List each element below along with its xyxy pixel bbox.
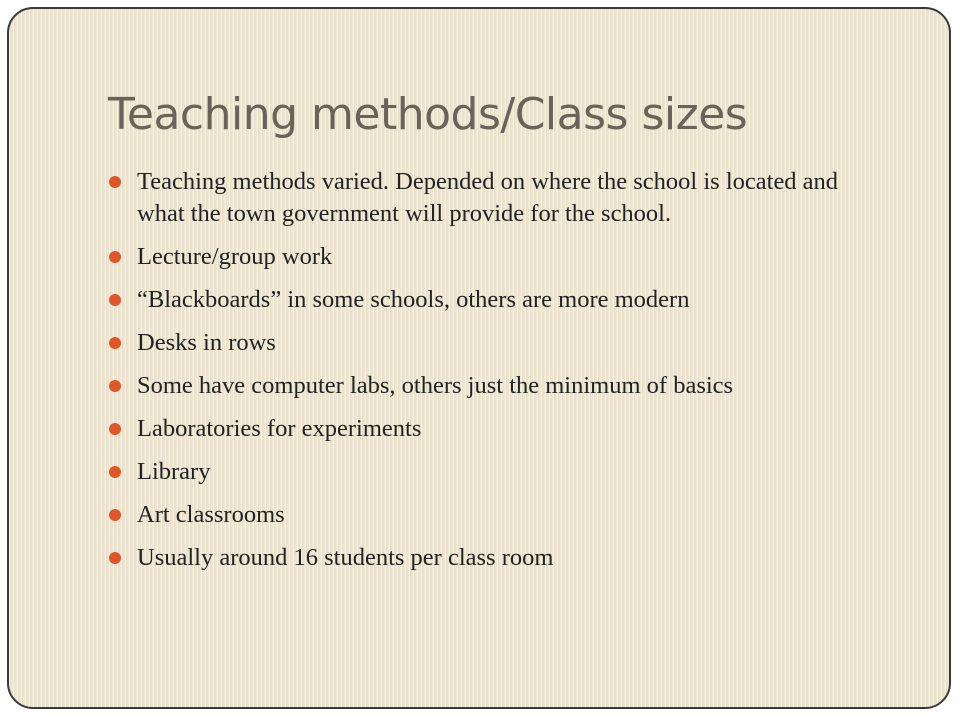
bullet-icon xyxy=(109,466,121,478)
list-item xyxy=(108,241,848,273)
bullet-icon xyxy=(109,294,121,306)
list-item xyxy=(108,456,848,488)
list-item xyxy=(108,166,848,230)
bullet-icon xyxy=(109,337,121,349)
bullet-text: Desks in rows xyxy=(137,329,276,356)
bullet-icon xyxy=(109,380,121,392)
bullet-text: Usually around 16 students per class room xyxy=(137,544,554,571)
bullet-icon xyxy=(109,251,121,263)
list-item xyxy=(108,542,848,574)
bullet-text: Laboratories for experiments xyxy=(137,415,422,442)
slide xyxy=(7,7,951,709)
bullet-text: Some have computer labs, others just the minimum of basics xyxy=(137,372,734,399)
list-item xyxy=(108,327,848,359)
bullet-list xyxy=(108,166,848,585)
bullet-icon xyxy=(109,552,121,564)
list-item xyxy=(108,499,848,531)
bullet-text: “Blackboards” in some schools, others are more modern xyxy=(137,286,690,313)
list-item xyxy=(108,284,848,316)
bullet-icon xyxy=(109,509,121,521)
bullet-icon xyxy=(109,423,121,435)
slide-title: Teaching methods/Class sizes xyxy=(108,89,748,140)
bullet-icon xyxy=(109,176,121,188)
list-item xyxy=(108,370,848,402)
bullet-text: Library xyxy=(137,458,211,485)
list-item xyxy=(108,413,848,445)
bullet-text: Lecture/group work xyxy=(137,243,333,270)
bullet-text: Art classrooms xyxy=(137,501,285,528)
bullet-text: Teaching methods varied. Depended on where the school is located and what the town government will provide for the school. xyxy=(137,168,839,227)
